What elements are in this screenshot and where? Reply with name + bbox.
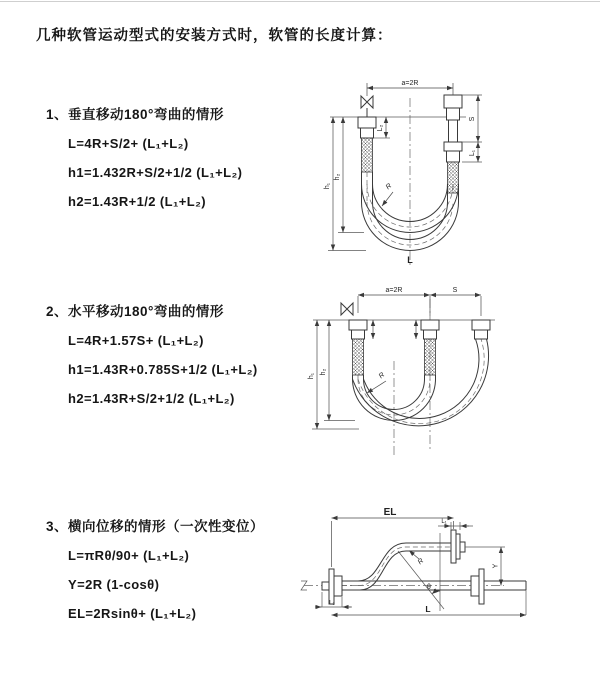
- formula-line: EL=2Rsinθ+ (L₁+L₂): [68, 606, 197, 621]
- dim-label-a2r: a=2R: [401, 80, 419, 87]
- left-end-fitting: [358, 117, 376, 172]
- dimension-l1: [462, 142, 482, 162]
- formula-line: Y=2R (1-cosθ): [68, 577, 160, 592]
- raised-flange: [451, 530, 465, 563]
- dimension-theta: [427, 584, 440, 594]
- dimension-a2r: [358, 287, 481, 316]
- dim-label-l: L: [425, 604, 431, 614]
- braid-section: [448, 162, 459, 193]
- formula-line: h2=1.43R+1/2 (L₁+L₂): [68, 194, 207, 209]
- axis-centerline: [313, 299, 495, 455]
- dimension-h2: [320, 320, 355, 421]
- dim-label-l2: L₂: [329, 600, 335, 607]
- formula-line: h2=1.43R+S/2+1/2 (L₁+L₂): [68, 391, 235, 406]
- page-title: 几种软管运动型式的安装方式时，软管的长度计算：: [36, 28, 393, 44]
- hose-walls: [353, 339, 489, 426]
- right-end-fitting: [472, 320, 490, 339]
- section-heading: 3、横向位移的情形（一次性变位）: [46, 519, 265, 534]
- dim-label-y: Y: [492, 563, 500, 569]
- formula-line: L=4R+1.57S+ (L₁+L₂): [68, 333, 204, 348]
- braid-section: [362, 138, 373, 172]
- dim-label-a2r: a=2R: [385, 287, 403, 294]
- radius-callout: [382, 183, 393, 206]
- left-end-fitting: [349, 320, 367, 375]
- dim-label-s: S: [452, 287, 458, 294]
- dimension-h2: [334, 117, 364, 233]
- dim-label-l2: L₂: [377, 124, 384, 132]
- scan-edge-line: [0, 1, 600, 2]
- formula-line: L=πRθ/90+ (L₁+L₂): [68, 548, 190, 563]
- right-flange: [471, 569, 484, 604]
- section-heading: 2、水平移动180°弯曲的情形: [46, 304, 224, 319]
- section-lateral-displacement: [46, 512, 264, 628]
- dimension-h1: [324, 117, 366, 251]
- dim-label-el: EL: [383, 507, 397, 518]
- braid-section: [353, 339, 364, 375]
- formula-line: h1=1.43R+0.785S+1/2 (L₁+L₂): [68, 362, 258, 377]
- middle-end-fitting: [421, 320, 439, 375]
- valve-icon: [361, 96, 373, 117]
- dim-label-r: R: [416, 557, 426, 567]
- dim-label-h2: h₂: [320, 368, 327, 376]
- dimension-el: [332, 507, 454, 567]
- section-horizontal-180: [46, 297, 258, 413]
- s-curve-hose: [342, 543, 451, 590]
- diagram-lateral-displacement: [298, 503, 600, 643]
- dimension-l1: [438, 519, 473, 530]
- section-vertical-180: [46, 100, 242, 216]
- dim-label-l1: L₁: [469, 149, 476, 157]
- axis-centerline: [330, 98, 466, 266]
- dim-label-s: S: [469, 116, 476, 122]
- dimension-s: [430, 287, 481, 295]
- dim-label-h1: h₁: [308, 372, 315, 380]
- dimension-l-total: [332, 590, 527, 615]
- dimension-s: [462, 95, 482, 142]
- formula-line: h1=1.432R+S/2+1/2 (L₁+L₂): [68, 165, 243, 180]
- fitting-length-ticks: [373, 320, 416, 339]
- dim-label-r: R: [377, 371, 387, 381]
- right-end-fitting: [444, 95, 462, 193]
- dim-label-h2: h₂: [334, 173, 341, 181]
- dim-label-l-total: L: [407, 255, 413, 265]
- radius-callout: [367, 372, 386, 393]
- dim-label-r: R: [384, 182, 394, 192]
- diagram-horizontal-180-bend: [303, 283, 600, 463]
- left-flange: [322, 569, 342, 604]
- section-heading: 1、垂直移动180°弯曲的情形: [46, 107, 224, 122]
- formula-line: L=4R+S/2+ (L₁+L₂): [68, 136, 189, 151]
- dim-label-theta: θ: [427, 584, 431, 591]
- dimension-a2r: [367, 80, 453, 96]
- dim-label-l1: L₁: [441, 519, 447, 525]
- valve-icon: [341, 303, 353, 315]
- diagram-vertical-180-bend: [306, 70, 596, 270]
- radius-callout: [409, 551, 425, 567]
- dim-label-h1: h₁: [324, 182, 331, 190]
- braid-section: [425, 339, 436, 375]
